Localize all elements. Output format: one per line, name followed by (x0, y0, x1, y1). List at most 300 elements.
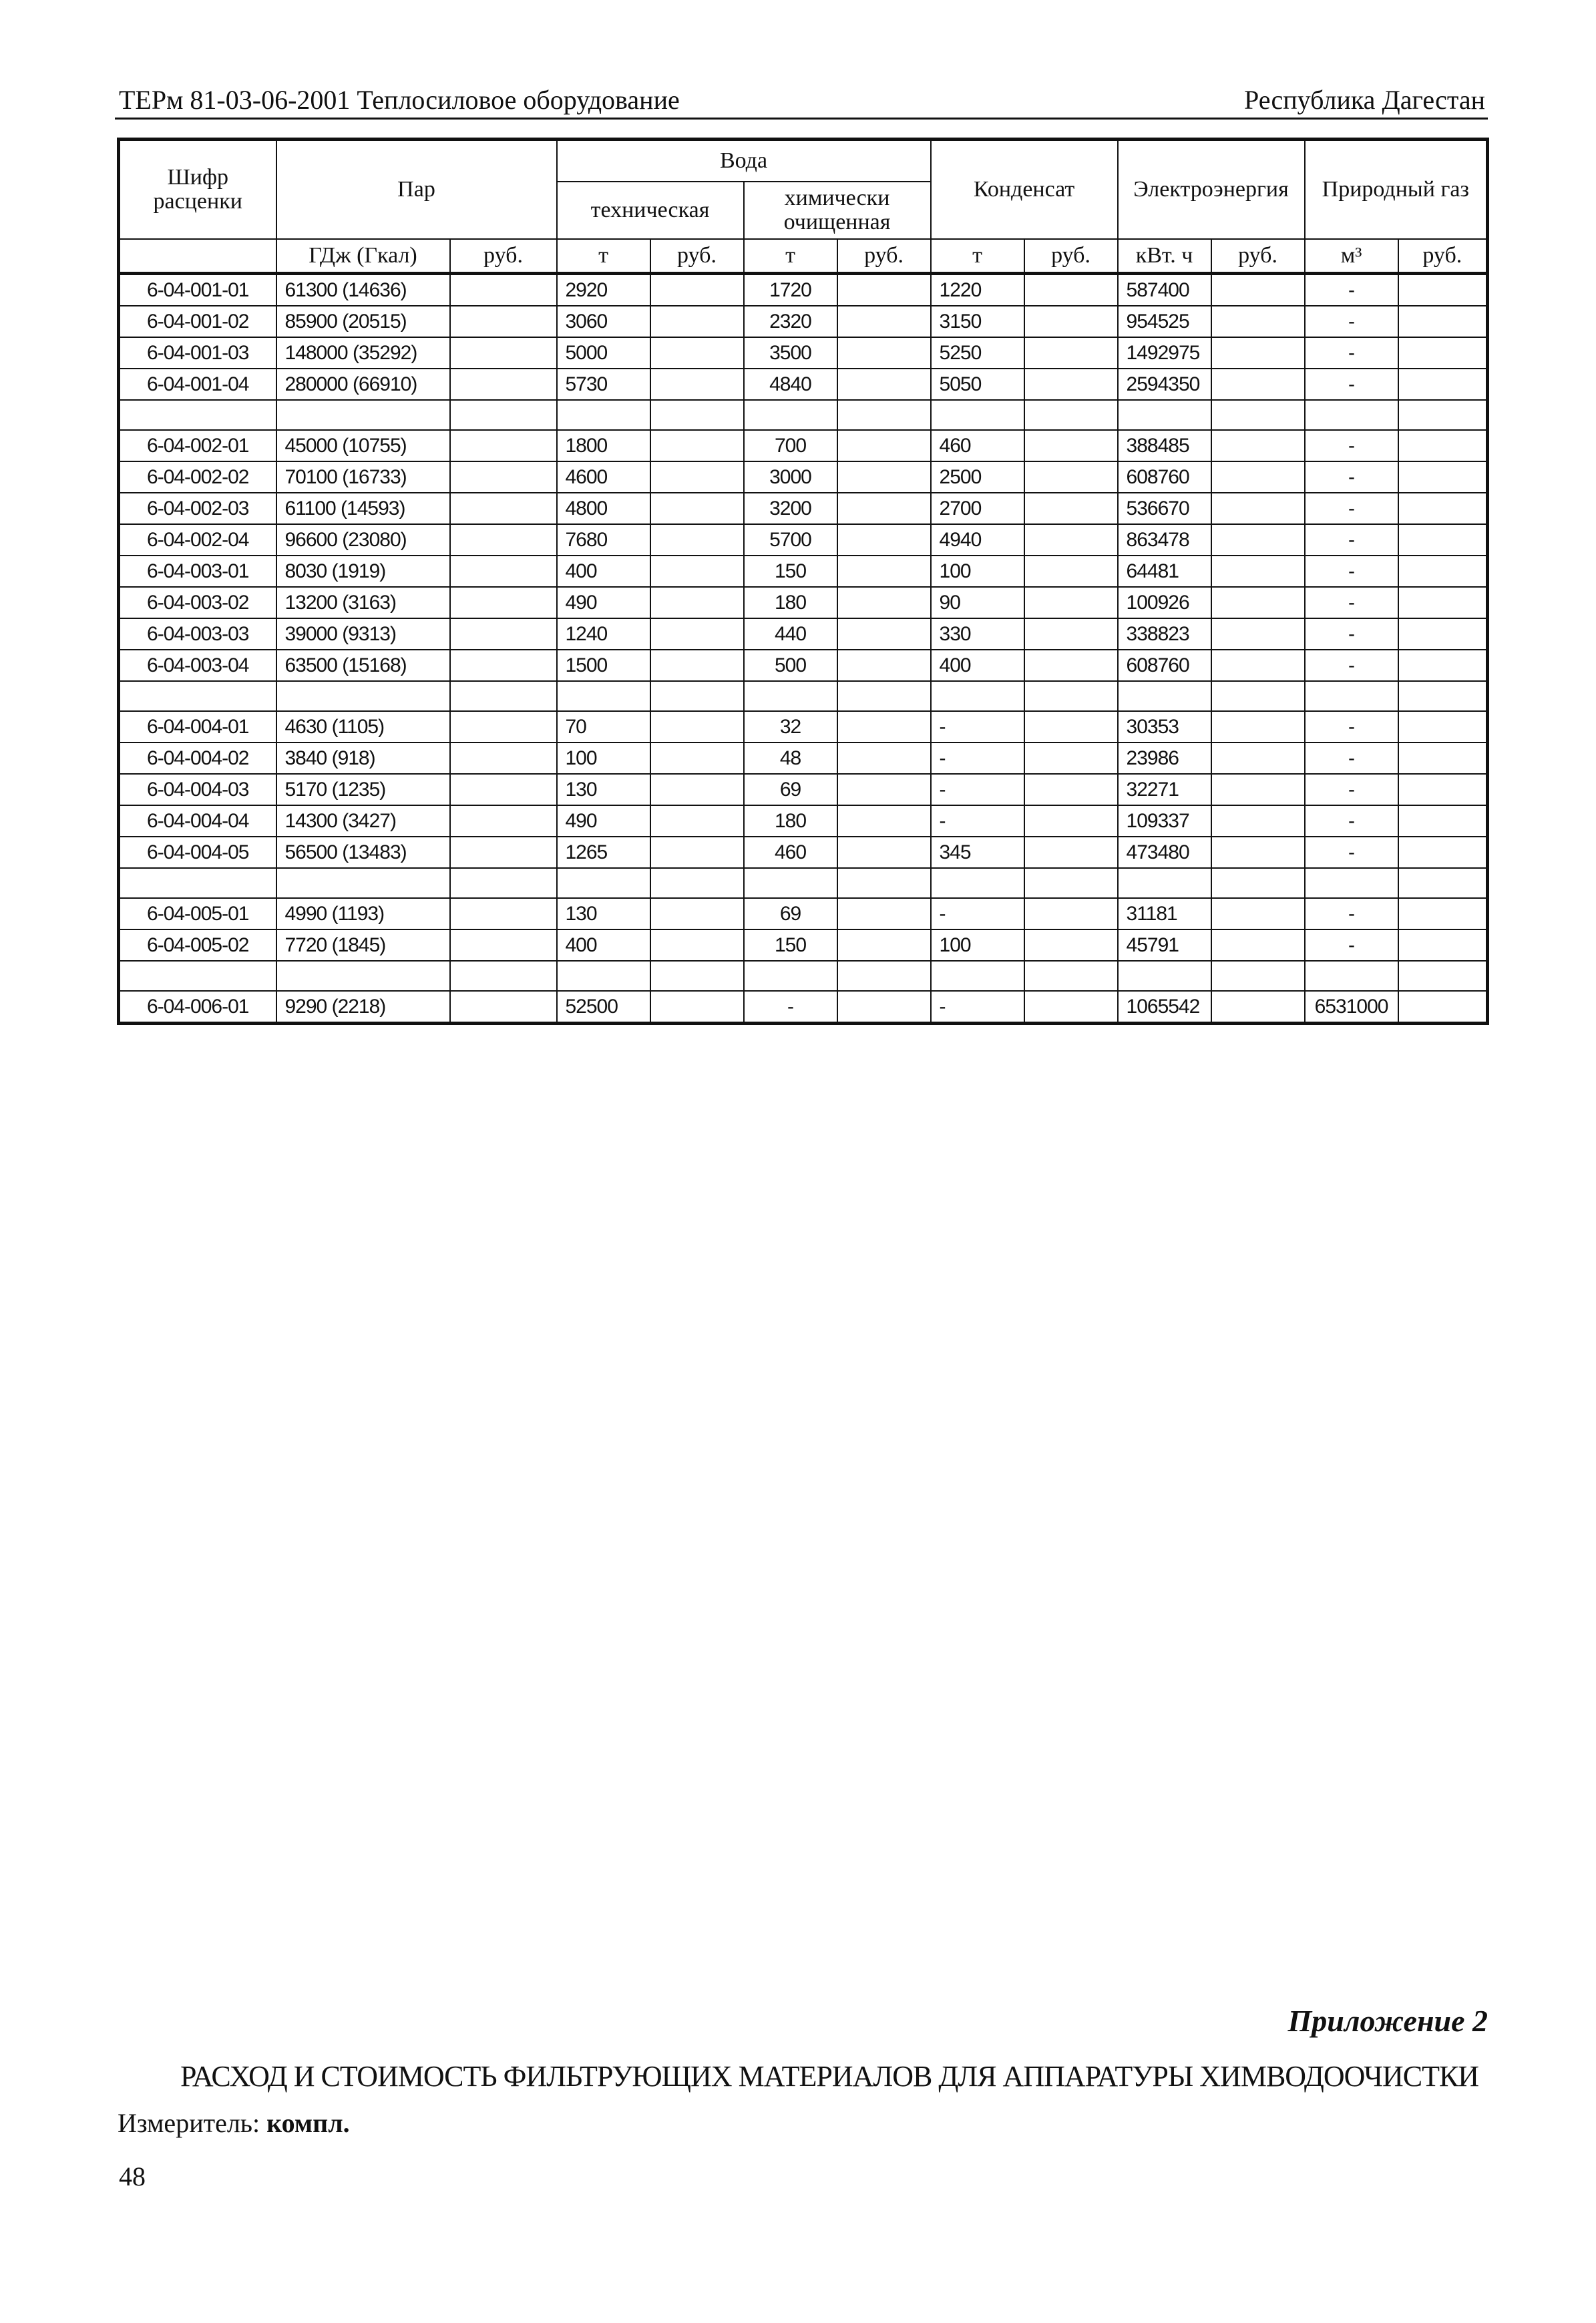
cell-gas: - (1305, 774, 1398, 805)
cell-condensate: 400 (931, 650, 1024, 681)
cell-cost (1211, 774, 1305, 805)
cell-cost (837, 898, 931, 929)
cell-cost (450, 524, 557, 556)
cell-cost (1024, 337, 1118, 369)
spacer-cell (450, 961, 557, 991)
cell-code: 6-04-003-01 (119, 556, 276, 587)
cell-cost (1398, 430, 1488, 461)
cell-water-tech: 7680 (557, 524, 650, 556)
cell-cost (450, 774, 557, 805)
table-row (119, 805, 1488, 837)
cell-water-chem: 3500 (744, 337, 837, 369)
cell-cost (837, 743, 931, 774)
header-water: Вода (557, 140, 931, 182)
spacer-cell (1305, 400, 1398, 430)
cell-condensate: 5050 (931, 369, 1024, 400)
cell-water-chem: 3000 (744, 461, 837, 493)
cell-water-tech: 3060 (557, 306, 650, 337)
cell-water-tech: 1240 (557, 618, 650, 650)
cell-cost (450, 337, 557, 369)
cell-cost (1024, 774, 1118, 805)
cell-water-chem: 500 (744, 650, 837, 681)
cell-water-chem: 180 (744, 587, 837, 618)
cell-steam: 45000 (10755) (276, 430, 450, 461)
cell-cost (450, 556, 557, 587)
cell-gas: - (1305, 650, 1398, 681)
cell-cost (1211, 743, 1305, 774)
spacer-cell (837, 961, 931, 991)
appendix-label: Приложение 2 (1287, 2004, 1488, 2038)
cell-cost (1024, 461, 1118, 493)
cell-code: 6-04-002-01 (119, 430, 276, 461)
cell-steam: 61100 (14593) (276, 493, 450, 524)
cell-cost (1398, 337, 1488, 369)
cell-code: 6-04-005-02 (119, 929, 276, 961)
cell-condensate: 3150 (931, 306, 1024, 337)
header-condensate: Конденсат (931, 140, 1118, 240)
cell-cost (837, 369, 931, 400)
spacer-cell (1024, 681, 1118, 711)
cell-steam: 63500 (15168) (276, 650, 450, 681)
header-unit: руб. (1024, 239, 1118, 274)
table-row (119, 991, 1488, 1024)
cell-condensate: 2700 (931, 493, 1024, 524)
cell-cost (1211, 337, 1305, 369)
spacer-cell (1211, 400, 1305, 430)
cell-code: 6-04-003-02 (119, 587, 276, 618)
cell-condensate: 345 (931, 837, 1024, 868)
cell-cost (1398, 493, 1488, 524)
cell-condensate: 460 (931, 430, 1024, 461)
table-row (119, 929, 1488, 961)
cell-water-tech: 100 (557, 743, 650, 774)
measure-line (118, 2107, 350, 2139)
cell-code: 6-04-004-01 (119, 711, 276, 743)
cell-cost (1211, 430, 1305, 461)
cell-cost (1024, 618, 1118, 650)
cell-water-tech: 52500 (557, 991, 650, 1024)
cell-condensate: 5250 (931, 337, 1024, 369)
spacer-cell (450, 400, 557, 430)
cell-cost (650, 556, 744, 587)
header-unit: руб. (1398, 239, 1488, 274)
cell-water-tech: 5730 (557, 369, 650, 400)
cell-cost (650, 991, 744, 1024)
cell-gas: - (1305, 805, 1398, 837)
table-body (119, 274, 1488, 1024)
cell-cost (837, 587, 931, 618)
cell-steam: 5170 (1235) (276, 774, 450, 805)
table-row (119, 337, 1488, 369)
header-unit: т (557, 239, 650, 274)
cell-cost (1211, 837, 1305, 868)
cell-cost (837, 774, 931, 805)
cell-cost (1211, 929, 1305, 961)
cell-steam: 96600 (23080) (276, 524, 450, 556)
cell-cost (1024, 711, 1118, 743)
cell-gas: - (1305, 898, 1398, 929)
region-name: Республика Дагестан (1244, 85, 1485, 115)
cell-cost (1211, 805, 1305, 837)
spacer-cell (1305, 868, 1398, 898)
document-title: ТЕРм 81-03-06-2001 Теплосиловое оборудование (119, 85, 680, 115)
cell-power: 608760 (1118, 650, 1211, 681)
spacer-cell (1398, 868, 1488, 898)
cell-code: 6-04-006-01 (119, 991, 276, 1024)
cell-code: 6-04-002-03 (119, 493, 276, 524)
cell-water-tech: 1500 (557, 650, 650, 681)
cell-cost (837, 461, 931, 493)
cell-cost (1024, 929, 1118, 961)
cell-cost (650, 929, 744, 961)
cell-cost (650, 524, 744, 556)
cell-power: 23986 (1118, 743, 1211, 774)
cell-power: 30353 (1118, 711, 1211, 743)
spacer-cell (744, 868, 837, 898)
cell-cost (450, 898, 557, 929)
cell-water-tech: 2920 (557, 274, 650, 306)
cell-steam: 4630 (1105) (276, 711, 450, 743)
spacer-cell (1398, 400, 1488, 430)
header-water-chemical: химически очищенная (744, 182, 931, 239)
cell-cost (1211, 524, 1305, 556)
cell-power: 587400 (1118, 274, 1211, 306)
cell-water-tech: 4600 (557, 461, 650, 493)
cell-steam: 3840 (918) (276, 743, 450, 774)
cell-water-chem: 4840 (744, 369, 837, 400)
cell-steam: 70100 (16733) (276, 461, 450, 493)
table-row (119, 556, 1488, 587)
cell-condensate: 100 (931, 929, 1024, 961)
cell-code: 6-04-005-01 (119, 898, 276, 929)
resource-table (117, 138, 1489, 1025)
cell-cost (1398, 587, 1488, 618)
cell-water-tech: 1800 (557, 430, 650, 461)
cell-steam: 4990 (1193) (276, 898, 450, 929)
spacer-cell (931, 868, 1024, 898)
page-number: 48 (119, 2161, 146, 2191)
cell-code: 6-04-001-04 (119, 369, 276, 400)
cell-power: 100926 (1118, 587, 1211, 618)
table-row (119, 743, 1488, 774)
cell-cost (837, 711, 931, 743)
cell-cost (837, 556, 931, 587)
spacer-cell (837, 400, 931, 430)
cell-code: 6-04-002-02 (119, 461, 276, 493)
spacer-cell (1305, 961, 1398, 991)
cell-cost (1398, 711, 1488, 743)
cell-water-tech: 400 (557, 556, 650, 587)
cell-power: 863478 (1118, 524, 1211, 556)
cell-water-chem: 150 (744, 929, 837, 961)
spacer-cell (1398, 961, 1488, 991)
cell-water-tech: 490 (557, 587, 650, 618)
cell-gas: - (1305, 493, 1398, 524)
spacer-cell (1118, 868, 1211, 898)
cell-gas: - (1305, 743, 1398, 774)
cell-cost (1398, 274, 1488, 306)
cell-cost (1024, 430, 1118, 461)
spacer-cell (1118, 681, 1211, 711)
cell-cost (1024, 743, 1118, 774)
cell-power: 536670 (1118, 493, 1211, 524)
cell-water-chem: 48 (744, 743, 837, 774)
cell-cost (1398, 618, 1488, 650)
spacer-cell (276, 400, 450, 430)
header-unit: м³ (1305, 239, 1398, 274)
spacer-cell (931, 400, 1024, 430)
cell-cost (1024, 837, 1118, 868)
header-unit: кВт. ч (1118, 239, 1211, 274)
spacer-cell (276, 681, 450, 711)
cell-water-tech: 130 (557, 898, 650, 929)
cell-cost (1211, 711, 1305, 743)
cell-cost (1398, 743, 1488, 774)
spacer-cell (1024, 868, 1118, 898)
cell-water-chem: 3200 (744, 493, 837, 524)
cell-cost (450, 369, 557, 400)
cell-water-chem: 69 (744, 898, 837, 929)
spacer-cell (650, 681, 744, 711)
spacer-cell (557, 681, 650, 711)
cell-cost (1398, 774, 1488, 805)
spacer-cell (119, 868, 276, 898)
cell-water-chem: 2320 (744, 306, 837, 337)
cell-cost (837, 837, 931, 868)
appendix-title: РАСХОД И СТОИМОСТЬ ФИЛЬТРУЮЩИХ МАТЕРИАЛОВ ДЛЯ АППАРАТУРЫ ХИМВОДООЧИСТКИ (180, 2060, 1479, 2093)
cell-cost (1024, 991, 1118, 1024)
cell-cost (650, 306, 744, 337)
cell-water-chem: 5700 (744, 524, 837, 556)
cell-code: 6-04-004-03 (119, 774, 276, 805)
table-row (119, 274, 1488, 306)
cell-water-tech: 490 (557, 805, 650, 837)
spacer-cell (1211, 681, 1305, 711)
cell-cost (1024, 369, 1118, 400)
cell-water-chem: 440 (744, 618, 837, 650)
spacer-row (119, 681, 1488, 711)
spacer-cell (650, 961, 744, 991)
cell-code: 6-04-003-03 (119, 618, 276, 650)
cell-cost (450, 274, 557, 306)
spacer-cell (1305, 681, 1398, 711)
cell-condensate: - (931, 774, 1024, 805)
cell-condensate: 100 (931, 556, 1024, 587)
spacer-cell (557, 868, 650, 898)
cell-cost (650, 898, 744, 929)
cell-gas: - (1305, 306, 1398, 337)
cell-power: 338823 (1118, 618, 1211, 650)
cell-gas: - (1305, 556, 1398, 587)
cell-condensate: - (931, 991, 1024, 1024)
cell-cost (650, 461, 744, 493)
cell-cost (1398, 837, 1488, 868)
spacer-cell (276, 868, 450, 898)
spacer-cell (744, 961, 837, 991)
cell-steam: 13200 (3163) (276, 587, 450, 618)
spacer-cell (837, 868, 931, 898)
cell-steam: 280000 (66910) (276, 369, 450, 400)
cell-cost (837, 524, 931, 556)
cell-steam: 61300 (14636) (276, 274, 450, 306)
header-gas: Природный газ (1305, 140, 1488, 240)
cell-water-tech: 5000 (557, 337, 650, 369)
cell-cost (650, 430, 744, 461)
table-row (119, 524, 1488, 556)
cell-cost (450, 650, 557, 681)
spacer-row (119, 868, 1488, 898)
cell-cost (1211, 306, 1305, 337)
cell-cost (650, 774, 744, 805)
spacer-cell (744, 400, 837, 430)
header-steam: Пар (276, 140, 557, 240)
spacer-cell (119, 400, 276, 430)
spacer-row (119, 400, 1488, 430)
cell-cost (450, 493, 557, 524)
header-unit: ГДж (Гкал) (276, 239, 450, 274)
table-row (119, 618, 1488, 650)
header-code: Шифр расценки (119, 140, 276, 240)
cell-power: 64481 (1118, 556, 1211, 587)
cell-steam: 9290 (2218) (276, 991, 450, 1024)
cell-cost (450, 306, 557, 337)
cell-condensate: 4940 (931, 524, 1024, 556)
cell-cost (1211, 493, 1305, 524)
cell-cost (650, 650, 744, 681)
cell-cost (1398, 461, 1488, 493)
cell-condensate: - (931, 743, 1024, 774)
cell-water-chem: 700 (744, 430, 837, 461)
spacer-cell (450, 681, 557, 711)
cell-gas: - (1305, 337, 1398, 369)
cell-cost (1024, 805, 1118, 837)
cell-cost (1024, 650, 1118, 681)
cell-cost (450, 618, 557, 650)
cell-cost (1398, 929, 1488, 961)
spacer-cell (837, 681, 931, 711)
cell-cost (837, 618, 931, 650)
cell-code: 6-04-004-04 (119, 805, 276, 837)
cell-cost (1398, 650, 1488, 681)
header-water-technical: техническая (557, 182, 744, 239)
cell-power: 2594350 (1118, 369, 1211, 400)
measure-value: компл. (266, 2108, 350, 2138)
measure-label: Измеритель: (118, 2108, 260, 2138)
cell-cost (450, 461, 557, 493)
cell-condensate: - (931, 898, 1024, 929)
spacer-cell (1398, 681, 1488, 711)
cell-water-chem: 1720 (744, 274, 837, 306)
header-unit: руб. (650, 239, 744, 274)
cell-cost (1024, 493, 1118, 524)
cell-steam: 7720 (1845) (276, 929, 450, 961)
cell-cost (450, 743, 557, 774)
cell-cost (1211, 556, 1305, 587)
spacer-cell (450, 868, 557, 898)
spacer-cell (1024, 400, 1118, 430)
header-unit: т (931, 239, 1024, 274)
table-row (119, 369, 1488, 400)
cell-steam: 14300 (3427) (276, 805, 450, 837)
cell-code: 6-04-001-02 (119, 306, 276, 337)
cell-gas: - (1305, 461, 1398, 493)
cell-cost (450, 837, 557, 868)
cell-condensate: - (931, 711, 1024, 743)
cell-cost (837, 306, 931, 337)
cell-cost (650, 837, 744, 868)
cell-steam: 39000 (9313) (276, 618, 450, 650)
header-power: Электроэнергия (1118, 140, 1305, 240)
cell-gas: - (1305, 274, 1398, 306)
cell-cost (1024, 898, 1118, 929)
cell-code: 6-04-004-02 (119, 743, 276, 774)
spacer-cell (1024, 961, 1118, 991)
cell-cost (650, 743, 744, 774)
cell-gas: - (1305, 430, 1398, 461)
spacer-cell (1211, 961, 1305, 991)
table-row (119, 650, 1488, 681)
table-row (119, 587, 1488, 618)
spacer-cell (1211, 868, 1305, 898)
cell-cost (1398, 991, 1488, 1024)
cell-cost (650, 274, 744, 306)
cell-cost (1398, 898, 1488, 929)
table-row (119, 711, 1488, 743)
cell-gas: 6531000 (1305, 991, 1398, 1024)
spacer-cell (931, 961, 1024, 991)
cell-cost (650, 587, 744, 618)
cell-power: 608760 (1118, 461, 1211, 493)
cell-water-tech: 70 (557, 711, 650, 743)
spacer-row (119, 961, 1488, 991)
spacer-cell (119, 961, 276, 991)
header-unit: руб. (450, 239, 557, 274)
cell-cost (450, 929, 557, 961)
cell-cost (837, 430, 931, 461)
cell-power: 473480 (1118, 837, 1211, 868)
cell-cost (1398, 805, 1488, 837)
cell-gas: - (1305, 837, 1398, 868)
cell-cost (1024, 306, 1118, 337)
spacer-cell (650, 868, 744, 898)
cell-cost (450, 711, 557, 743)
cell-cost (450, 430, 557, 461)
cell-cost (837, 493, 931, 524)
spacer-cell (557, 961, 650, 991)
cell-water-chem: 150 (744, 556, 837, 587)
spacer-cell (650, 400, 744, 430)
cell-water-chem: 180 (744, 805, 837, 837)
header-unit: руб. (1211, 239, 1305, 274)
table-row (119, 898, 1488, 929)
cell-cost (837, 337, 931, 369)
cell-cost (837, 991, 931, 1024)
cell-gas: - (1305, 711, 1398, 743)
cell-steam: 85900 (20515) (276, 306, 450, 337)
table-row (119, 461, 1488, 493)
cell-cost (1211, 650, 1305, 681)
cell-cost (1211, 461, 1305, 493)
cell-cost (1398, 556, 1488, 587)
cell-cost (1211, 274, 1305, 306)
cell-power: 954525 (1118, 306, 1211, 337)
cell-cost (650, 711, 744, 743)
cell-code: 6-04-003-04 (119, 650, 276, 681)
table-row (119, 306, 1488, 337)
cell-steam: 8030 (1919) (276, 556, 450, 587)
cell-cost (837, 274, 931, 306)
cell-code: 6-04-001-03 (119, 337, 276, 369)
